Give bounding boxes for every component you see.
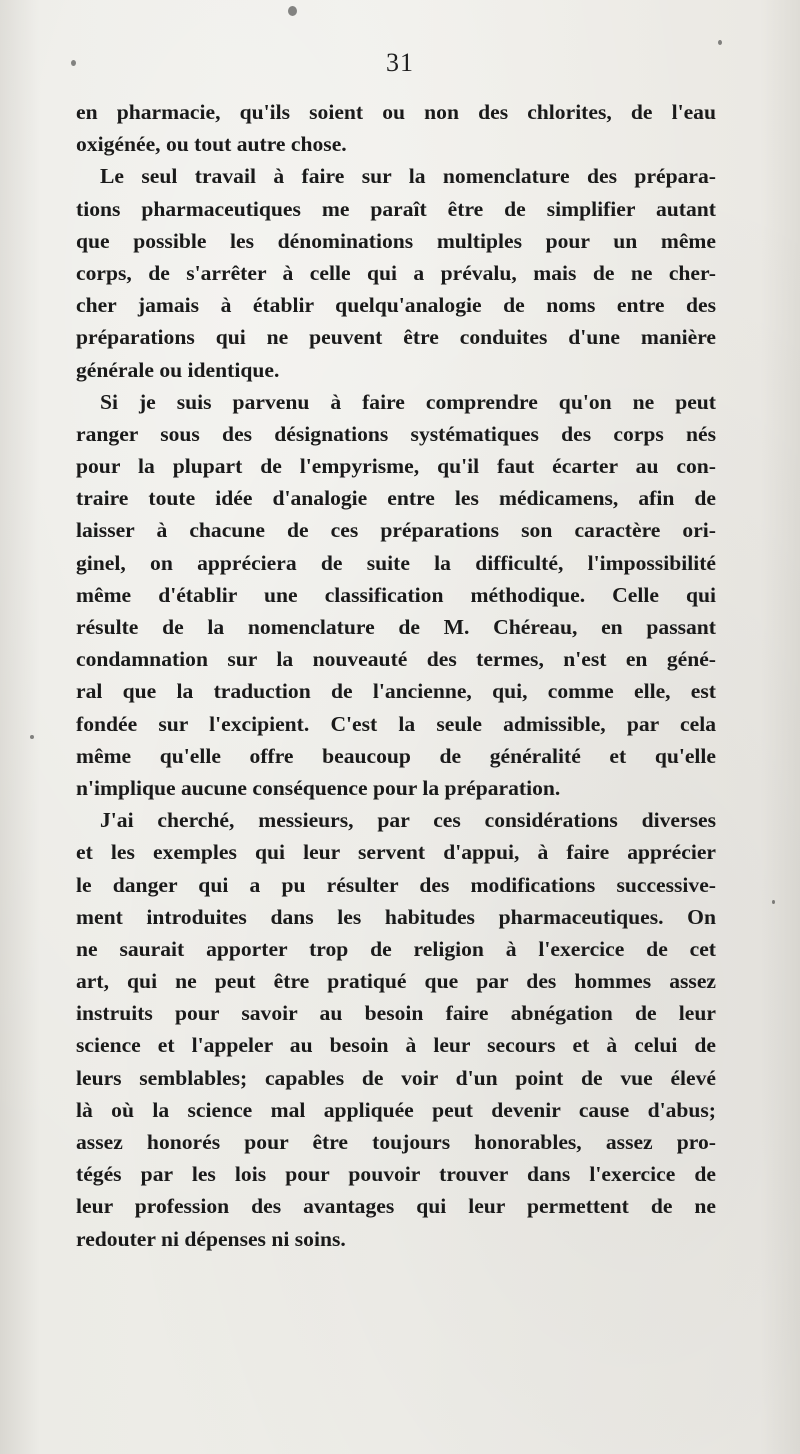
text-line: Si je suis parvenu à faire comprendre qu'on ne peut [100,389,716,414]
text-line: ginel, on appréciera de suite la difficulté, l'impossibilité [76,550,716,575]
text-line: corps, de s'arrêter à celle qui a prévalu, mais de ne cher- [76,260,716,285]
text-line: ral que la traduction de l'ancienne, qui, comme elle, est [76,679,716,704]
text-line: même qu'elle offre beaucoup de généralité et qu'elle [76,743,716,768]
ink-speck [30,735,34,739]
text-line: leur profession des avantages qui leur permettent de ne [76,1194,716,1219]
text-line: tégés par les lois pour pouvoir trouver dans l'exercice de [76,1162,716,1187]
text-line: oxigénée, ou tout autre chose. [76,132,347,157]
text-line: redouter ni dépenses ni soins. [76,1226,346,1251]
text-line: résulte de la nomenclature de M. Chéreau, en passant [76,615,716,639]
text-line: que possible les dénominations multiples pour un même [76,228,716,253]
text-line: tions pharmaceutiques me paraît être de simplifier autant [76,196,716,221]
page-number: 31 [386,48,414,77]
text-line: le danger qui a pu résulter des modifications successive- [76,872,716,897]
ink-speck [772,900,775,904]
text-line: ment introduites dans les habitudes pharmaceutiques. On [76,904,716,929]
text-line: condamnation sur la nouveauté des termes, n'est en géné- [76,647,716,672]
text-line: ne saurait apporter trop de religion à l'exercice de cet [76,936,716,961]
text-line: Le seul travail à faire sur la nomenclature des prépara- [100,164,716,189]
text-line: cher jamais à établir quelqu'analogie de noms entre des [76,293,716,318]
ink-speck [288,6,297,16]
text-line: fondée sur l'excipient. C'est la seule admissible, par cela [76,711,716,736]
text-line: art, qui ne peut être pratiqué que par des hommes assez [76,969,716,994]
text-line: leurs semblables; capables de voir d'un point de vue élevé [76,1065,716,1090]
text-line: générale ou identique. [76,357,280,382]
text-line: en pharmacie, qu'ils soient ou non des chlorites, de l'eau [76,100,716,124]
text-line: assez honorés pour être toujours honorables, assez pro- [76,1130,716,1154]
body-text [76,96,716,1255]
text-line: même d'établir une classification méthodique. Celle qui [76,582,716,607]
text-line: n'implique aucune conséquence pour la préparation. [76,775,561,800]
text-line: J'ai cherché, messieurs, par ces considérations diverses [100,808,716,833]
text-line: préparations qui ne peuvent être conduites d'une manière [76,325,716,350]
text-line: science et l'appeler au besoin à leur secours et à celui de [76,1033,716,1058]
text-line: et les exemples qui leur servent d'appui, à faire apprécier [76,840,716,865]
text-line: laisser à chacune de ces préparations son caractère ori- [76,518,716,543]
text-line: ranger sous des désignations systématiques des corps nés [76,421,716,446]
text-line: là où la science mal appliquée peut devenir cause d'abus; [76,1097,716,1122]
text-line: traire toute idée d'analogie entre les médicamens, afin de [76,486,716,511]
ink-speck [718,40,722,45]
text-line: pour la plupart de l'empyrisme, qu'il faut écarter au con- [76,454,716,479]
text-line: instruits pour savoir au besoin faire abnégation de leur [76,1001,716,1026]
